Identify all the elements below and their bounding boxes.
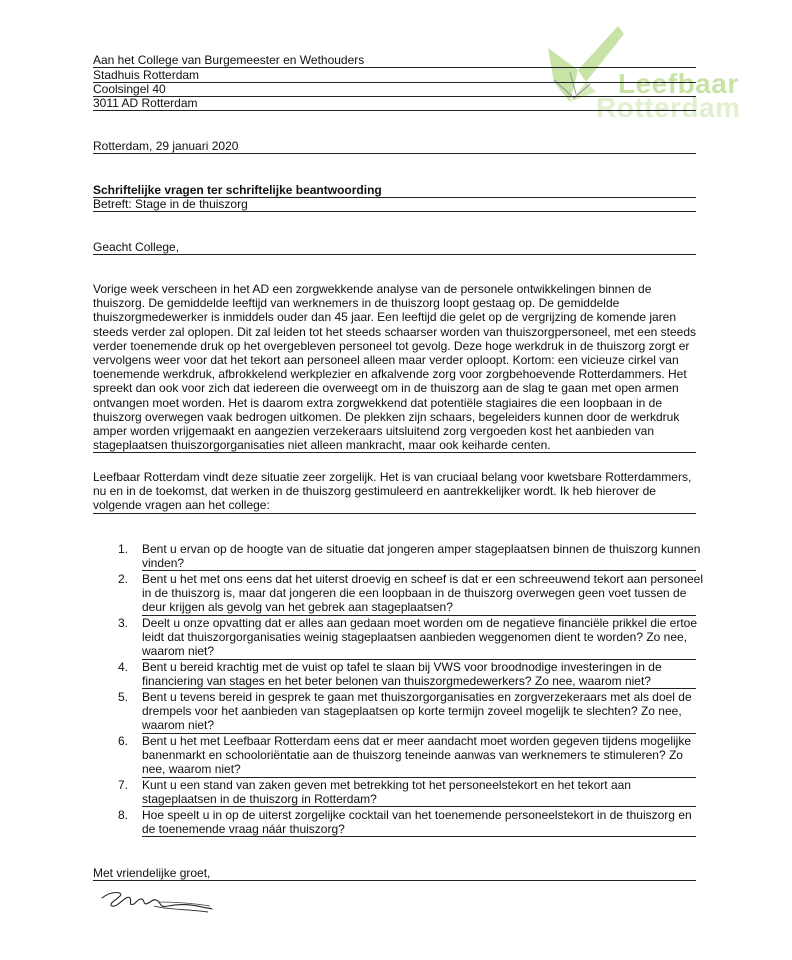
- question-line: Bent u ervan op de hoogte van de situatie dat jongeren amper stageplaatsen binnen de thuiszorg kunnen: [142, 542, 701, 556]
- paragraph-1-line: verder toenemende druk op het overgebleven personeel tot gevolg. Deze hoge werkdruk in de thuiszorg zorgt er: [93, 338, 690, 353]
- question-line: banenmarkt en schooloriëntatie aan de thuiszorg teneinde aanwas van werknemers te stimuleren? Zo: [142, 748, 683, 763]
- logo-text-line2: Rotterdam: [596, 92, 741, 123]
- question-1: [142, 542, 701, 571]
- question-4: [142, 660, 696, 689]
- paragraph-1-line: thuiszorgmedewerker is inmiddels ouder dan 45 jaar. Een leeftijd die gelet op de vergrijzing de komende jaren: [93, 310, 677, 325]
- address-line-1: Aan het College van Burgemeester en Wethouders: [93, 53, 696, 68]
- paragraph-1-line: ontvangen moet worden. Het is daarom extra zorgwekkend dat potentiële stagiaires die een loopbaan in de: [93, 395, 663, 410]
- question-line: Bent u het met Leefbaar Rotterdam eens dat er meer aandacht moet worden gegeven tijdens mogelijke: [142, 734, 691, 748]
- paragraph-2-line: nu en in de toekomst, dat werken in de thuiszorg gestimuleerd en aantrekkelijker wordt. Ik heb hierover de: [93, 484, 656, 499]
- question-8-number: 8.: [118, 808, 129, 822]
- question-line: financiering van stages en het beter belonen van thuiszorgmedewerkers? Zo nee, waarom niet?: [142, 674, 651, 689]
- address-line-4: 3011 AD Rotterdam: [93, 96, 696, 111]
- question-5: [142, 690, 696, 734]
- question-2-number: 2.: [118, 572, 129, 586]
- letter-heading: Schriftelijke vragen ter schriftelijke beantwoording: [93, 183, 696, 198]
- paragraph-1-line: thuiszorg overwegen vaak bedrogen uitkomen. De plekken zijn schaars, begeleiders kunnen door de werkdruk: [93, 409, 680, 424]
- salutation: Geacht College,: [93, 240, 696, 255]
- question-line: nee, waarom niet?: [142, 762, 241, 777]
- address-line-2: Stadhuis Rotterdam: [93, 68, 696, 83]
- question-line: vinden?: [142, 556, 185, 571]
- question-7-number: 7.: [118, 778, 129, 792]
- signature-icon: [98, 886, 218, 916]
- question-7: [142, 778, 696, 807]
- question-8: [142, 808, 696, 837]
- question-1-number: 1.: [118, 542, 129, 556]
- question-line: de toenemende vraag náár thuiszorg?: [142, 822, 345, 837]
- address-line-3: Coolsingel 40: [93, 82, 696, 97]
- paragraph-2-line: Leefbaar Rotterdam vindt deze situatie zeer zorgelijk. Het is van cruciaal belang voor kwetsbare Rotterdammers,: [93, 470, 692, 484]
- question-line: leidt dat thuiszorgorganisaties weinig stageplaatsen aanbieden weggenomen dient te worden? Zo nee,: [142, 630, 688, 645]
- paragraph-1-line: spreekt dan ook voor zich dat iedereen die overweegt om in de thuiszorg aan de slag te gaan met open armen: [93, 381, 679, 396]
- question-line: Bent u het met ons eens dat het uiterst droevig en scheef is dat er een schreeuwend tekort aan personeel: [142, 572, 704, 586]
- question-line: waarom niet?: [142, 644, 215, 659]
- paragraph-1-line: Vorige week verscheen in het AD een zorgwekkende analyse van de personele ontwikkelingen binnen de: [93, 282, 652, 296]
- paragraph-1-line: stageplaatsen thuiszorgorganisaties niet alleen mankracht, maar ook keiharde centen.: [93, 438, 551, 453]
- paragraph-1-line: toenemende werkdruk, afbrokkelend werkplezier en afkalvende zorg voor zorgbehoevende Rotterdammers. Het: [93, 367, 687, 382]
- question-6-number: 6.: [118, 734, 129, 748]
- question-line: in de thuiszorg is, maar dat jongeren die een loopbaan in de thuiszorg overwegen geen voet tussen de: [142, 586, 687, 601]
- question-line: deur krijgen als gevolg van het gebrek aan stageplaatsen?: [142, 600, 453, 615]
- paragraph-1-line: thuiszorg. De gemiddelde leeftijd van werknemers in de thuiszorg loopt gestaag op. De gemiddelde: [93, 296, 620, 311]
- question-3: [142, 616, 696, 660]
- question-line: stageplaatsen in de thuiszorg in Rotterdam?: [142, 792, 377, 807]
- question-line: Bent u tevens bereid in gesprek te gaan met thuiszorgorganisaties en zorgverzekeraars met als doel de: [142, 690, 692, 704]
- letter-subject: Betreft: Stage in de thuiszorg: [93, 197, 696, 212]
- question-2: [142, 572, 704, 616]
- question-line: waarom niet?: [142, 718, 215, 733]
- question-line: drempels voor het aanbieden van stageplaatsen op korte termijn zoveel mogelijk te slechten? Zo nee,: [142, 704, 682, 719]
- logo-text-line1: Leefbaar: [618, 68, 739, 99]
- paragraph-2: [93, 470, 696, 514]
- paragraph-2-line: volgende vragen aan het college:: [93, 498, 270, 513]
- question-line: Deelt u onze opvatting dat er alles aan gedaan moet worden om de negatieve financiële prikkel die ertoe: [142, 616, 698, 630]
- paragraph-1-line: vervolgens weer voor dat het tekort aan personeel alleen maar verder oploopt. Kortom: een vicieuze cirkel van: [93, 353, 679, 368]
- paragraph-1: [93, 282, 696, 453]
- closing: Met vriendelijke groet,: [93, 866, 696, 881]
- question-line: Hoe speelt u in op de uiterst zorgelijke cocktail van het toenemende personeelstekort in de thuiszorg en: [142, 808, 692, 822]
- question-5-number: 5.: [118, 690, 129, 704]
- paragraph-1-line: amper worden vrijgemaakt en aangezien verzekeraars uitsluitend zorg vergoeden kost het aanbieden van: [93, 424, 655, 439]
- letter-date: Rotterdam, 29 januari 2020: [93, 139, 696, 154]
- question-6: [142, 734, 696, 778]
- paragraph-1-line: steeds verder zal oplopen. Dit zal leiden tot het steeds schaarser worden van thuiszorgpersoneel, met een steeds: [93, 324, 697, 339]
- question-4-number: 4.: [118, 660, 129, 674]
- question-line: Kunt u een stand van zaken geven met betrekking tot het personeelstekort en het tekort aan: [142, 778, 631, 792]
- question-3-number: 3.: [118, 616, 129, 630]
- question-line: Bent u bereid krachtig met de vuist op tafel te slaan bij VWS voor broodnodige investeringen in de: [142, 660, 662, 674]
